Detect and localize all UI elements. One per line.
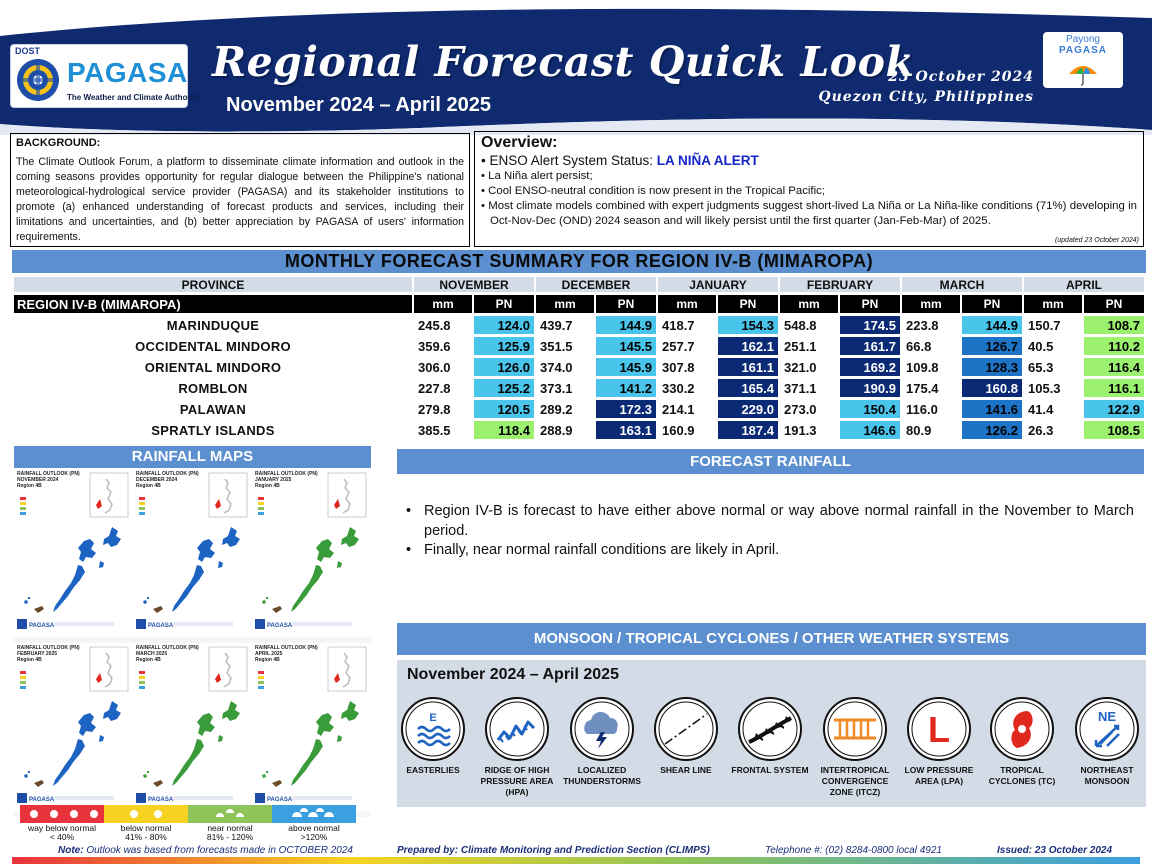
weather-systems-panel — [397, 660, 1146, 807]
rainfall-mm-cell: 257.7 — [662, 338, 695, 354]
province-name: MARINDUQUE — [166, 317, 260, 333]
rainfall-map — [14, 643, 133, 817]
rainfall-mm-cell: 150.7 — [1028, 317, 1061, 333]
percent-normal-cell: 229.0 — [718, 400, 778, 418]
forecast-rainfall-title: FORECAST RAINFALL — [397, 449, 1144, 474]
rainfall-map-title-line: APRIL 2025 — [255, 651, 283, 657]
month-header: DECEMBER — [536, 277, 656, 292]
northeast-monsoon-icon — [1074, 696, 1140, 762]
table-row — [14, 358, 1144, 376]
rainfall-mm-cell: 359.6 — [418, 338, 451, 354]
percent-normal-cell: 108.5 — [1084, 421, 1144, 439]
dost-label: DOST — [15, 46, 41, 56]
rainfall-map — [252, 469, 371, 643]
region-label: REGION IV-B (MIMAROPA) — [14, 295, 412, 313]
rainfall-map-title-line: JANUARY 2025 — [255, 477, 292, 483]
ridge-icon — [484, 696, 550, 762]
ne-monsoon-badge: NE — [1097, 709, 1117, 724]
rainfall-maps-grid — [14, 469, 371, 817]
weather-system-tc — [982, 696, 1062, 787]
footer-color-bar — [12, 857, 1140, 864]
percent-normal-cell: 144.9 — [962, 316, 1022, 334]
rainfall-map-graphic — [133, 643, 252, 817]
rainfall-map-graphic — [252, 643, 371, 817]
enso-status-item — [481, 152, 1137, 169]
unit-mm: mm — [414, 295, 472, 313]
table-row — [14, 421, 1144, 439]
rainfall-map-title — [136, 645, 199, 663]
itcz-icon — [822, 696, 888, 762]
rainfall-map-title — [17, 471, 80, 489]
rainfall-mm-cell: 26.3 — [1028, 422, 1054, 438]
rainfall-mm-cell: 109.8 — [906, 359, 939, 375]
percent-normal-cell: 126.2 — [962, 421, 1022, 439]
percent-normal-cell: 145.5 — [596, 337, 656, 355]
rainfall-mm-cell: 307.8 — [662, 359, 695, 375]
province-name: OCCIDENTAL MINDORO — [135, 338, 291, 354]
thunderstorm-icon — [569, 696, 635, 762]
svg-text:PAGASA: PAGASA — [267, 623, 293, 629]
month-header: NOVEMBER — [414, 277, 534, 292]
table-unit-header-row — [14, 295, 1144, 313]
logo-tagline: The Weather and Climate Authority — [67, 93, 200, 102]
month-header: JANUARY — [658, 277, 778, 292]
month-header: APRIL — [1024, 277, 1144, 292]
footer-telephone: Telephone #: (02) 8284-0800 local 4921 — [765, 845, 942, 856]
low-pressure-icon — [906, 696, 972, 762]
footer-prepared: Prepared by: Climate Monitoring and Prediction Section (CLIMPS) — [397, 845, 710, 856]
shear-line-icon — [653, 696, 719, 762]
month-header: FEBRUARY — [780, 277, 900, 292]
easterlies-badge: E — [429, 712, 437, 724]
forecast-rainfall-list — [406, 502, 1134, 561]
percent-normal-cell: 126.7 — [962, 337, 1022, 355]
percent-normal-cell: 145.9 — [596, 358, 656, 376]
unit-mm: mm — [536, 295, 594, 313]
rainfall-mm-cell: 371.1 — [784, 380, 817, 396]
unit-mm: mm — [902, 295, 960, 313]
unit-pn: PN — [840, 295, 900, 313]
rainfall-map-title — [136, 471, 199, 489]
weather-system-ridge — [477, 696, 557, 798]
legend-label — [272, 824, 356, 842]
legend-swatch — [104, 805, 188, 823]
weather-system-lpa — [899, 696, 979, 787]
rainfall-map-title-line: Region 4B — [136, 483, 161, 489]
rainfall-map-title — [255, 645, 318, 663]
percent-normal-cell: 116.4 — [1084, 358, 1144, 376]
issue-date-block — [818, 67, 1034, 107]
province-name: ORIENTAL MINDORO — [144, 359, 282, 375]
legend-swatch — [20, 805, 104, 823]
rainfall-mm-cell: 175.4 — [906, 380, 939, 396]
rainfall-mm-cell: 245.8 — [418, 317, 451, 333]
legend-category: way below normal — [27, 823, 97, 833]
rainfall-map — [133, 469, 252, 643]
rainfall-map-graphic — [14, 643, 133, 817]
rainfall-map-title-line: RAINFALL OUTLOOK (PN) — [255, 645, 318, 651]
legend-label — [188, 824, 272, 842]
rainfall-mm-cell: 439.7 — [540, 317, 573, 333]
background-title: BACKGROUND: — [16, 137, 101, 149]
weather-system-label: NORTHEAST MONSOON — [1080, 765, 1134, 786]
rainfall-map — [14, 469, 133, 643]
rainfall-map-title — [17, 645, 80, 663]
percent-normal-cell: 124.0 — [474, 316, 534, 334]
footer-issued: Issued: 23 October 2024 — [997, 845, 1113, 856]
month-header: MARCH — [902, 277, 1022, 292]
legend-swatch — [188, 805, 272, 823]
overview-item: • Most climate models combined with expert judgments suggest short-lived La Niña or La Niña-like conditions (71%) developing in Oct-Nov-Dec (OND) 2024 season and will likely persist until the first quarter (Jan-Feb-Mar) of 2025. — [481, 199, 1137, 229]
percent-normal-cell: 110.2 — [1084, 337, 1144, 355]
forecast-table-body — [14, 316, 1144, 439]
rainfall-maps-title: RAINFALL MAPS — [14, 446, 371, 468]
rainfall-mm-cell: 279.8 — [418, 401, 451, 417]
rainfall-map-title-line: RAINFALL OUTLOOK (PN) — [255, 471, 318, 477]
province-name: SPRATLY ISLANDS — [151, 422, 275, 438]
issue-location: Quezon City, Philippines — [818, 89, 1034, 105]
percent-normal-cell: 169.2 — [840, 358, 900, 376]
weather-system-ne-monsoon — [1067, 696, 1147, 787]
province-name: PALAWAN — [179, 401, 247, 417]
weather-system-label: TROPICAL CYCLONES (TC) — [988, 765, 1056, 786]
table-row — [14, 316, 1144, 334]
table-row — [14, 379, 1144, 397]
legend-range: 41% - 80% — [125, 832, 167, 842]
legend-swatch — [272, 805, 356, 823]
rainfall-mm-cell: 66.8 — [906, 338, 932, 354]
svg-text:PAGASA: PAGASA — [148, 623, 174, 629]
weather-system-label: FRONTAL SYSTEM — [731, 765, 809, 775]
legend-category: below normal — [120, 823, 172, 833]
rainfall-map-title-line: RAINFALL OUTLOOK (PN) — [136, 471, 199, 477]
background-text: The Climate Outlook Forum, a platform to disseminate climate information and outlook in the coming seasons provides opportunity for regular dialogue between the Philippine's national meteorological-hydrological service provider (PAGASA) and its stakeholder institutions to promote (a) enhanced understanding of forecast products and services, including their limitations and uncertainties, and (b) better appreciation by PAGASA of users' information requirements. — [16, 156, 464, 243]
percent-normal-cell: 160.8 — [962, 379, 1022, 397]
pagasa-logo — [10, 44, 200, 108]
weather-system-label: LOW PRESSURE AREA (LPA) — [904, 765, 974, 786]
rainfall-map-title-line: MARCH 2025 — [136, 651, 168, 657]
percent-normal-cell: 118.4 — [474, 421, 534, 439]
weather-system-label: SHEAR LINE — [660, 765, 712, 775]
legend-label — [104, 824, 188, 842]
rainfall-mm-cell: 351.5 — [540, 338, 573, 354]
payong-label: Payong — [1066, 34, 1100, 45]
overview-item: • La Niña alert persist; — [481, 169, 1137, 184]
forecast-table-title: MONTHLY FORECAST SUMMARY FOR REGION IV-B (MIMAROPA) — [12, 250, 1146, 273]
enso-alert-status: LA NIÑA ALERT — [656, 153, 759, 168]
percent-normal-cell: 163.1 — [596, 421, 656, 439]
weather-systems-title: MONSOON / TROPICAL CYCLONES / OTHER WEATHER SYSTEMS — [397, 623, 1146, 655]
percent-normal-cell: 116.1 — [1084, 379, 1144, 397]
rainfall-mm-cell: 373.1 — [540, 380, 573, 396]
percent-normal-cell: 172.3 — [596, 400, 656, 418]
weather-system-easterlies — [393, 696, 473, 776]
rainfall-map-title-line: Region 4B — [136, 657, 161, 663]
rainfall-mm-cell: 41.4 — [1028, 401, 1054, 417]
rainfall-mm-cell: 306.0 — [418, 359, 451, 375]
footer-note-text: Outlook was based from forecasts made in OCTOBER 2024 — [86, 845, 353, 856]
rainfall-mm-cell: 548.8 — [784, 317, 817, 333]
rainfall-map-title-line: Region 4B — [255, 483, 280, 489]
enso-status-label: ENSO Alert System Status: — [489, 153, 657, 168]
rainfall-mm-cell: 116.0 — [906, 401, 938, 417]
percent-normal-cell: 122.9 — [1084, 400, 1144, 418]
easterlies-icon — [400, 696, 466, 762]
percent-normal-cell: 174.5 — [840, 316, 900, 334]
rainfall-mm-cell: 227.8 — [418, 380, 451, 396]
rainfall-mm-cell: 223.8 — [906, 317, 939, 333]
unit-pn: PN — [1084, 295, 1144, 313]
legend-category: near normal — [207, 823, 253, 833]
percent-normal-cell: 108.7 — [1084, 316, 1144, 334]
percent-normal-cell: 126.0 — [474, 358, 534, 376]
rainfall-mm-cell: 418.7 — [662, 317, 695, 333]
rainfall-map-title-line: RAINFALL OUTLOOK (PN) — [17, 471, 80, 477]
percent-normal-cell: 125.2 — [474, 379, 534, 397]
rainfall-map-title-line: FEBRUARY 2025 — [17, 651, 58, 657]
unit-pn: PN — [474, 295, 534, 313]
percent-normal-cell: 141.6 — [962, 400, 1022, 418]
logo-name: PAGASA — [67, 57, 188, 88]
percent-normal-cell: 161.1 — [718, 358, 778, 376]
svg-text:PAGASA: PAGASA — [267, 797, 293, 803]
rainfall-mm-cell: 40.5 — [1028, 338, 1054, 354]
rainfall-mm-cell: 80.9 — [906, 422, 932, 438]
percent-normal-cell: 120.5 — [474, 400, 534, 418]
forecast-summary-table — [12, 274, 1146, 442]
background-section — [10, 133, 470, 247]
weather-system-frontal — [730, 696, 810, 776]
percent-normal-cell: 150.4 — [840, 400, 900, 418]
overview-list — [481, 152, 1137, 229]
overview-updated-note: (updated 23 October 2024) — [1054, 237, 1139, 244]
percent-normal-cell: 162.1 — [718, 337, 778, 355]
rainfall-mm-cell: 214.1 — [662, 401, 695, 417]
rainfall-mm-cell: 251.1 — [784, 338, 817, 354]
rainfall-map-title-line: RAINFALL OUTLOOK (PN) — [136, 645, 199, 651]
unit-pn: PN — [718, 295, 778, 313]
rainfall-map-title-line: NOVEMBER 2024 — [17, 477, 59, 483]
legend-range: < 40% — [49, 832, 75, 842]
page-subtitle: November 2024 – April 2025 — [226, 94, 491, 116]
percent-normal-cell: 161.7 — [840, 337, 900, 355]
rainfall-mm-cell: 191.3 — [784, 422, 817, 438]
overview-item: • Cool ENSO-neutral condition is now present in the Tropical Pacific; — [481, 184, 1137, 199]
percent-normal-cell: 154.3 — [718, 316, 778, 334]
rainfall-map-title-line: Region 4B — [17, 483, 42, 489]
weather-system-shear-line — [646, 696, 726, 776]
rainfall-map — [252, 643, 371, 817]
rainfall-mm-cell: 289.2 — [540, 401, 573, 417]
rainfall-mm-cell: 65.3 — [1028, 359, 1054, 375]
legend-label — [20, 824, 104, 842]
lpa-badge: L — [928, 709, 950, 750]
weather-system-itcz — [815, 696, 895, 798]
weather-system-thunderstorms — [562, 696, 642, 787]
percent-normal-cell: 125.9 — [474, 337, 534, 355]
payong-pagasa-label: PAGASA — [1058, 45, 1108, 56]
rainfall-legend — [14, 805, 371, 845]
rainfall-mm-cell: 385.5 — [418, 422, 451, 438]
weather-systems-period: November 2024 – April 2025 — [407, 666, 619, 683]
rainfall-map-title-line: Region 4B — [17, 657, 42, 663]
rainfall-map-graphic — [252, 469, 371, 643]
pagasa-seal-icon — [15, 57, 61, 103]
percent-normal-cell: 146.6 — [840, 421, 900, 439]
page-title: Regional Forecast Quick Look — [212, 38, 915, 86]
rainfall-map-title — [255, 471, 318, 489]
rainfall-mm-cell: 321.0 — [784, 359, 817, 375]
svg-text:PAGASA: PAGASA — [29, 623, 55, 629]
footer-note — [58, 845, 353, 856]
percent-normal-cell: 187.4 — [718, 421, 778, 439]
percent-normal-cell: 141.2 — [596, 379, 656, 397]
issue-date: 23 October 2024 — [888, 69, 1034, 85]
rainfall-mm-cell: 160.9 — [662, 422, 695, 438]
percent-normal-cell: 190.9 — [840, 379, 900, 397]
weather-system-label: INTERTROPICAL CONVERGENCE ZONE (ITCZ) — [820, 765, 890, 797]
rainfall-map-graphic — [133, 469, 252, 643]
unit-mm: mm — [658, 295, 716, 313]
forecast-item: • Finally, near normal rainfall conditions are likely in April. — [406, 541, 1134, 561]
weather-system-label: EASTERLIES — [406, 765, 460, 775]
rainfall-mm-cell: 273.0 — [784, 401, 817, 417]
weather-system-label: RIDGE OF HIGH PRESSURE AREA (HPA) — [480, 765, 554, 797]
rainfall-map-title-line: Region 4B — [255, 657, 280, 663]
unit-pn: PN — [962, 295, 1022, 313]
overview-section — [474, 131, 1144, 247]
legend-category: above normal — [288, 823, 340, 833]
tropical-cyclone-icon — [989, 696, 1055, 762]
rainfall-map-graphic — [14, 469, 133, 643]
rainfall-map-title-line: RAINFALL OUTLOOK (PN) — [17, 645, 80, 651]
unit-mm: mm — [780, 295, 838, 313]
footer-note-label: Note: — [58, 845, 84, 856]
svg-text:PAGASA: PAGASA — [29, 797, 55, 803]
unit-pn: PN — [596, 295, 656, 313]
frontal-system-icon — [737, 696, 803, 762]
rainfall-map-title-line: DECEMBER 2024 — [136, 477, 178, 483]
umbrella-icon — [1067, 62, 1099, 86]
rainfall-mm-cell: 288.9 — [540, 422, 573, 438]
province-name: ROMBLON — [178, 380, 248, 396]
legend-range: >120% — [300, 832, 328, 842]
svg-text:PAGASA: PAGASA — [148, 797, 174, 803]
rainfall-mm-cell: 330.2 — [662, 380, 695, 396]
rainfall-mm-cell: 105.3 — [1028, 380, 1061, 396]
payong-pagasa-logo — [1043, 32, 1123, 88]
percent-normal-cell: 144.9 — [596, 316, 656, 334]
percent-normal-cell: 128.3 — [962, 358, 1022, 376]
weather-system-label: LOCALIZED THUNDERSTORMS — [563, 765, 641, 786]
province-header: PROVINCE — [14, 277, 412, 292]
table-row — [14, 337, 1144, 355]
percent-normal-cell: 165.4 — [718, 379, 778, 397]
forecast-item: • Region IV-B is forecast to have either above normal or way above normal rainfall in the November to March period. — [406, 502, 1134, 541]
table-month-header-row — [14, 277, 1144, 292]
table-row — [14, 400, 1144, 418]
unit-mm: mm — [1024, 295, 1082, 313]
overview-title: Overview: — [481, 134, 558, 151]
rainfall-mm-cell: 374.0 — [540, 359, 573, 375]
legend-range: 81% - 120% — [206, 832, 254, 842]
rainfall-map — [133, 643, 252, 817]
